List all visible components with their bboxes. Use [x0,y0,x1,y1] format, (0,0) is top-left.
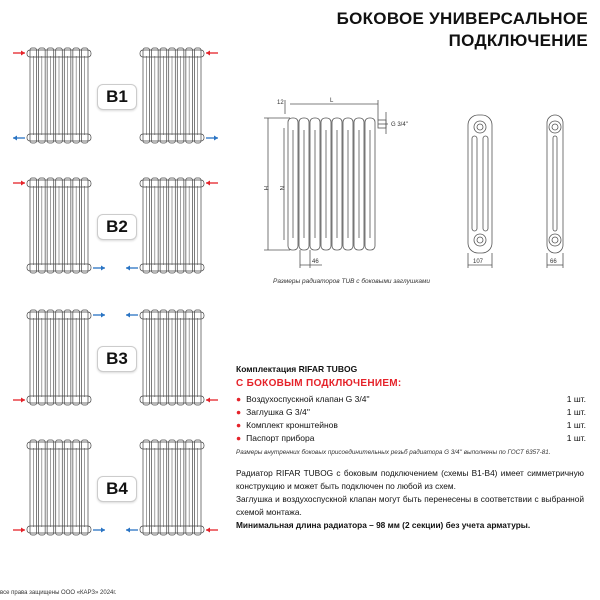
kit-item-name: Комплект кронштейнов [246,419,338,430]
kit-item [236,392,586,405]
dim-L: L [330,98,334,104]
kit-title: Комплектация RIFAR TUBOG [236,364,358,374]
supply-arrow [206,528,218,533]
return-arrow [206,136,218,141]
return-arrow [93,528,105,533]
kit-subtitle: С БОКОВЫМ ПОДКЛЮЧЕНИЕМ: [236,378,402,389]
dim-107: 107 [473,259,484,265]
kit-item-name: Воздухоспускной клапан G 3/4'' [246,393,370,404]
radiator-right [140,48,204,143]
kit-item-qty: 1 шт. [566,393,586,404]
kit-list [236,364,586,456]
kit-item [236,405,586,418]
dim-N: N [278,186,284,191]
supply-arrow [13,51,25,56]
scheme-label: B4 [97,476,137,502]
return-arrow [126,528,138,533]
dim-H: H [262,186,268,191]
return-arrow [93,266,105,271]
radiator-left [27,178,91,273]
dim-66: 66 [550,259,557,265]
kit-item-qty: 1 шт. [566,406,586,417]
kit-item-name: Паспорт прибора [246,432,315,443]
dim-12: 12 [277,100,284,106]
supply-arrow [13,528,25,533]
radiator-right [140,178,204,273]
supply-arrow [13,398,25,403]
supply-arrow [206,181,218,186]
description-p3: Минимальная длина радиатора – 98 мм (2 секции) без учета арматуры. [236,520,531,530]
kit-item-qty: 1 шт. [566,419,586,430]
kit-note: Размеры внутренних боковых присоединительных резьб радиатора G 3/4'' выполнены по ГОСТ 6357-81. [236,449,551,456]
radiator-right [140,310,204,405]
bullet-icon: ● [236,406,242,417]
description-p2: Заглушка и воздухоспускной клапан могут быть перенесены в соответствии с выбранной схемой монтажа. [236,494,584,517]
dim-46: 46 [312,259,319,265]
return-arrow [13,136,25,141]
return-arrow [126,313,138,318]
copyright-footer: все права защищены ООО «КАРЗ» 2024г. [0,590,117,596]
supply-arrow [206,398,218,403]
scheme-label: B3 [97,346,137,372]
radiator-left [27,310,91,405]
bullet-icon: ● [236,419,242,430]
kit-item [236,431,586,444]
description [236,467,584,532]
thread-label: G 3/4'' [391,122,408,128]
radiator-right [140,440,204,535]
supply-arrow [206,51,218,56]
scheme-label: B2 [97,214,137,240]
radiator-left [27,440,91,535]
bullet-icon: ● [236,393,242,404]
return-arrow [93,313,105,318]
return-arrow [126,266,138,271]
radiator-left [27,48,91,143]
kit-item-qty: 1 шт. [566,432,586,443]
drawing-caption: Размеры радиаторов TUB с боковыми заглушками [273,278,431,285]
kit-item [236,418,586,431]
description-p1: Радиатор RIFAR TUBOG с боковым подключением (схемы B1-B4) имеет симметричную конструкцию и может быть подключен по любой из схем. [236,468,584,491]
kit-item-name: Заглушка G 3/4'' [246,406,310,417]
bullet-icon: ● [236,432,242,443]
supply-arrow [13,181,25,186]
page-title: БОКОВОЕ УНИВЕРСАЛЬНОЕ ПОДКЛЮЧЕНИЕ [336,9,588,50]
scheme-label: B1 [97,84,137,110]
dimension-drawing [250,90,600,280]
